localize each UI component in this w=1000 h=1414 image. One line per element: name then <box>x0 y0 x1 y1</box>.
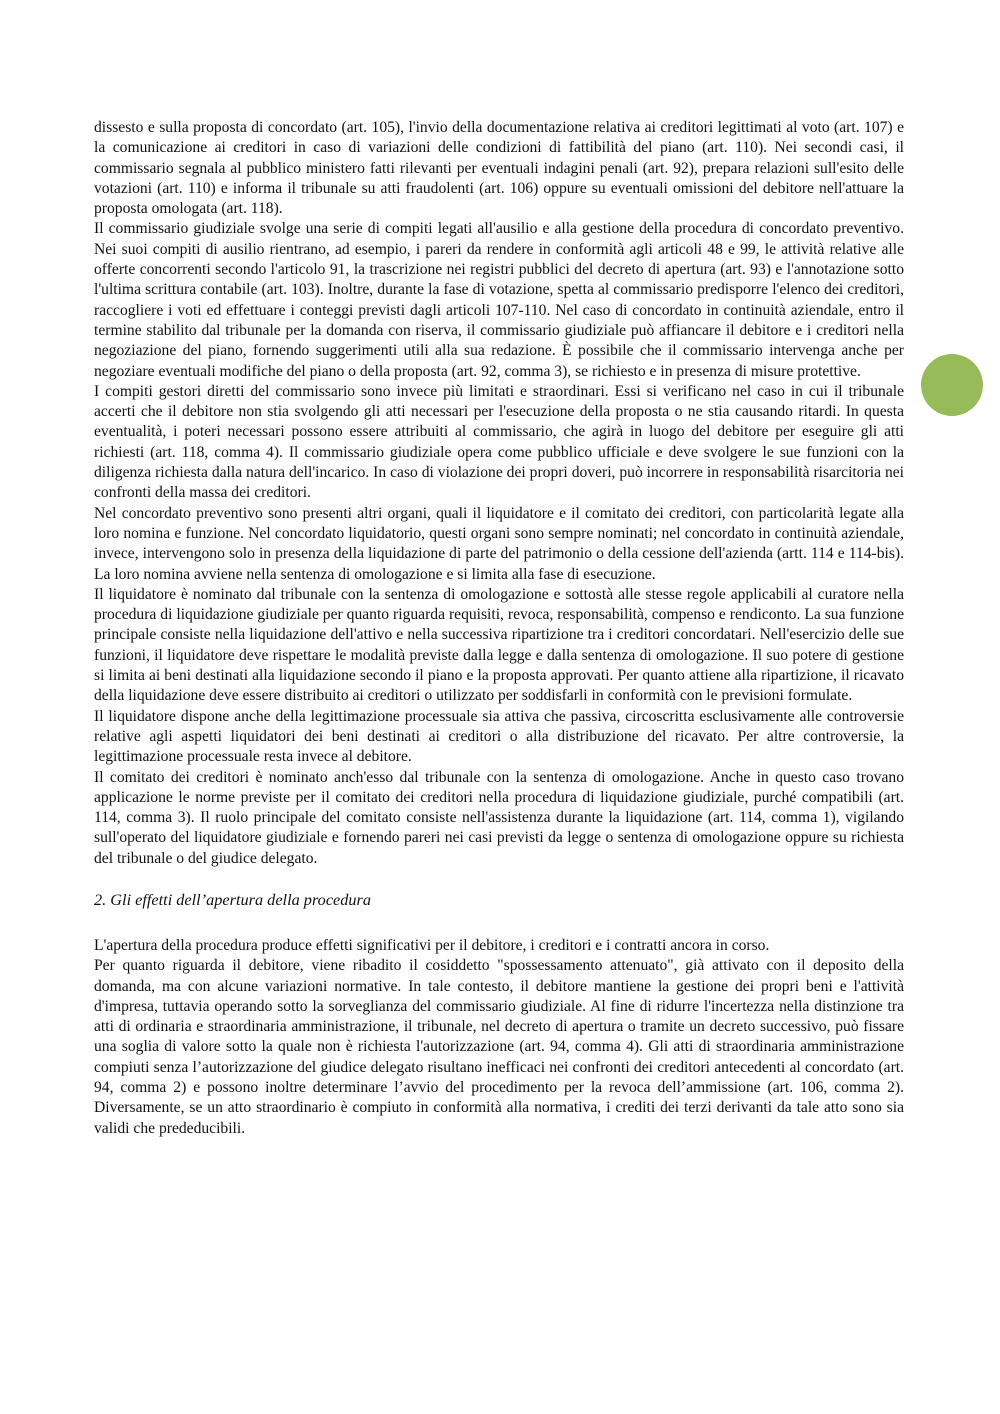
paragraph: Nel concordato preventivo sono presenti altri organi, quali il liquidatore e il comitato dei creditori, con particolarità legate alla loro nomina e funzione. Nel concordato liquidatorio, questi organi sono sempre nominati; nel concordato in continuità aziendale, invece, intervengono solo in presenza della liquidazione di parte del patrimonio o della cessione dell'azienda (artt. 114 e 114-bis). La loro nomina avviene nella sentenza di omologazione e si limita alla fase di esecuzione. <box>94 504 904 583</box>
document-page <box>94 118 904 1139</box>
paragraph: Il liquidatore è nominato dal tribunale con la sentenza di omologazione e sottostà alle stesse regole applicabili al curatore nella procedura di liquidazione giudiziale per quanto riguarda requisiti, revoca, responsabilità, compenso e rendiconto. La sua funzione principale consiste nella liquidazione dell'attivo e nella successiva ripartizione tra i creditori concordatari. Nell'esercizio delle sue funzioni, il liquidatore deve rispettare le modalità previste dalla legge e dalla sentenza di omologazione. Il suo potere di gestione si limita ai beni destinati alla liquidazione secondo il piano e la proposta approvati. Per quanto attiene alla ripartizione, il ricavato della liquidazione deve essere distribuito ai creditori o utilizzato per soddisfarli in conformità con le previsioni formulate. <box>94 585 904 705</box>
paragraph: Per quanto riguarda il debitore, viene ribadito il cosiddetto "spossessamento attenuato", già attivato con il deposito della domanda, ma con alcune variazioni normative. In tale contesto, il debitore mantiene la gestione dei propri beni e l'attività d'impresa, tuttavia operando sotto la sorveglianza del commissario giudiziale. Al fine di ridurre l'incertezza nella distinzione tra atti di ordinaria e straordinaria amministrazione, il tribunale, nel decreto di apertura o tramite un decreto successivo, può fissare una soglia di valore sotto la quale non è richiesta l'autorizzazione (art. 94, comma 4). Gli atti di straordinaria amministrazione compiuti senza l’autorizzazione del giudice delegato risultano inefficaci nei confronti dei creditori antecedenti al concordato (art. 94, comma 2) e possono inoltre determinare l’avvio del procedimento per la revoca dell’ammissione (art. 106, comma 2). Diversamente, se un atto straordinario è compiuto in conformità alla normativa, i crediti dei terzi derivanti da tale atto sono sia validi che prededucibili. <box>94 957 904 1137</box>
paragraph: Il commissario giudiziale svolge una serie di compiti legati all'ausilio e alla gestione della procedura di concordato preventivo. Nei suoi compiti di ausilio rientrano, ad esempio, i pareri da rendere in conformità agli articoli 48 e 99, le attività relative alle offerte concorrenti secondo l'articolo 91, la trascrizione nei registri pubblici del decreto di apertura (art. 93) e l'annotazione sotto l'ultima scrittura contabile (art. 103). Inoltre, durante la fase di votazione, spetta al commissario predisporre l'elenco dei creditori, raccogliere i voti ed effettuare i conteggi previsti dagli articoli 107-110. Nel caso di concordato in continuità aziendale, entro il termine stabilito dal tribunale per la domanda con riserva, il commissario giudiziale può affiancare il debitore e i creditori nella negoziazione del piano, fornendo suggerimenti utili alla sua redazione. È possibile che il commissario intervenga anche per negoziare eventuali modifiche del piano o della proposta (art. 92, comma 3), se richiesto e in presenza di misure protettive. <box>94 220 904 380</box>
paragraph: Il comitato dei creditori è nominato anch'esso dal tribunale con la sentenza di omologazione. Anche in questo caso trovano applicazione le norme previste per il comitato dei creditori nella procedura di liquidazione giudiziale, purché compatibili (art. 114, comma 3). Il ruolo principale del comitato consiste nell'assistenza durante la liquidazione (art. 114, comma 1), vigilando sull'operato del liquidatore giudiziale e fornendo pareri nei casi previsti da legge o sentenza di omologazione oppure su richiesta del tribunale o del giudice delegato. <box>94 768 904 867</box>
paragraph: dissesto e sulla proposta di concordato (art. 105), l'invio della documentazione relativa ai creditori legittimati al voto (art. 107) e la comunicazione ai creditori in caso di variazioni delle condizioni di fattibilità del piano (art. 110). Nei secondi casi, il commissario segnala al pubblico ministero fatti rilevanti per eventuali indagini penali (art. 92), prepara relazioni sull'esito delle votazioni (art. 110) e informa il tribunale su atti fraudolenti (art. 106) oppure su eventuali omissioni del debitore nell'attuare la proposta omologata (art. 118). <box>94 119 904 218</box>
section-heading: 2. Gli effetti dell’apertura della procedura <box>94 889 372 909</box>
paragraph: I compiti gestori diretti del commissario sono invece più limitati e straordinari. Essi si verificano nel caso in cui il tribunale accerti che il debitore non stia svolgendo gli atti necessari per l'esecuzione della proposta o ne stia causando ritardi. In questa eventualità, i poteri necessari possono essere attribuiti al commissario, che agirà in luogo del debitore per eseguire gli atti richiesti (art. 118, comma 4). Il commissario giudiziale opera come pubblico ufficiale e deve svolgere le sue funzioni con la diligenza richiesta dalla natura dell'incarico. In caso di violazione dei propri doveri, può incorrere in responsabilità risarcitoria nei confronti della massa dei creditori. <box>94 382 904 502</box>
margin-dot-decoration <box>921 354 983 416</box>
paragraph: L'apertura della procedura produce effetti significativi per il debitore, i creditori e i contratti ancora in corso. <box>94 936 770 954</box>
paragraph: Il liquidatore dispone anche della legittimazione processuale sia attiva che passiva, circoscritta esclusivamente alle controversie relative agli aspetti liquidatori dei beni destinati ai creditori o alla distribuzione del ricavato. Per altre controversie, la legittimazione processuale resta invece al debitore. <box>94 707 904 766</box>
